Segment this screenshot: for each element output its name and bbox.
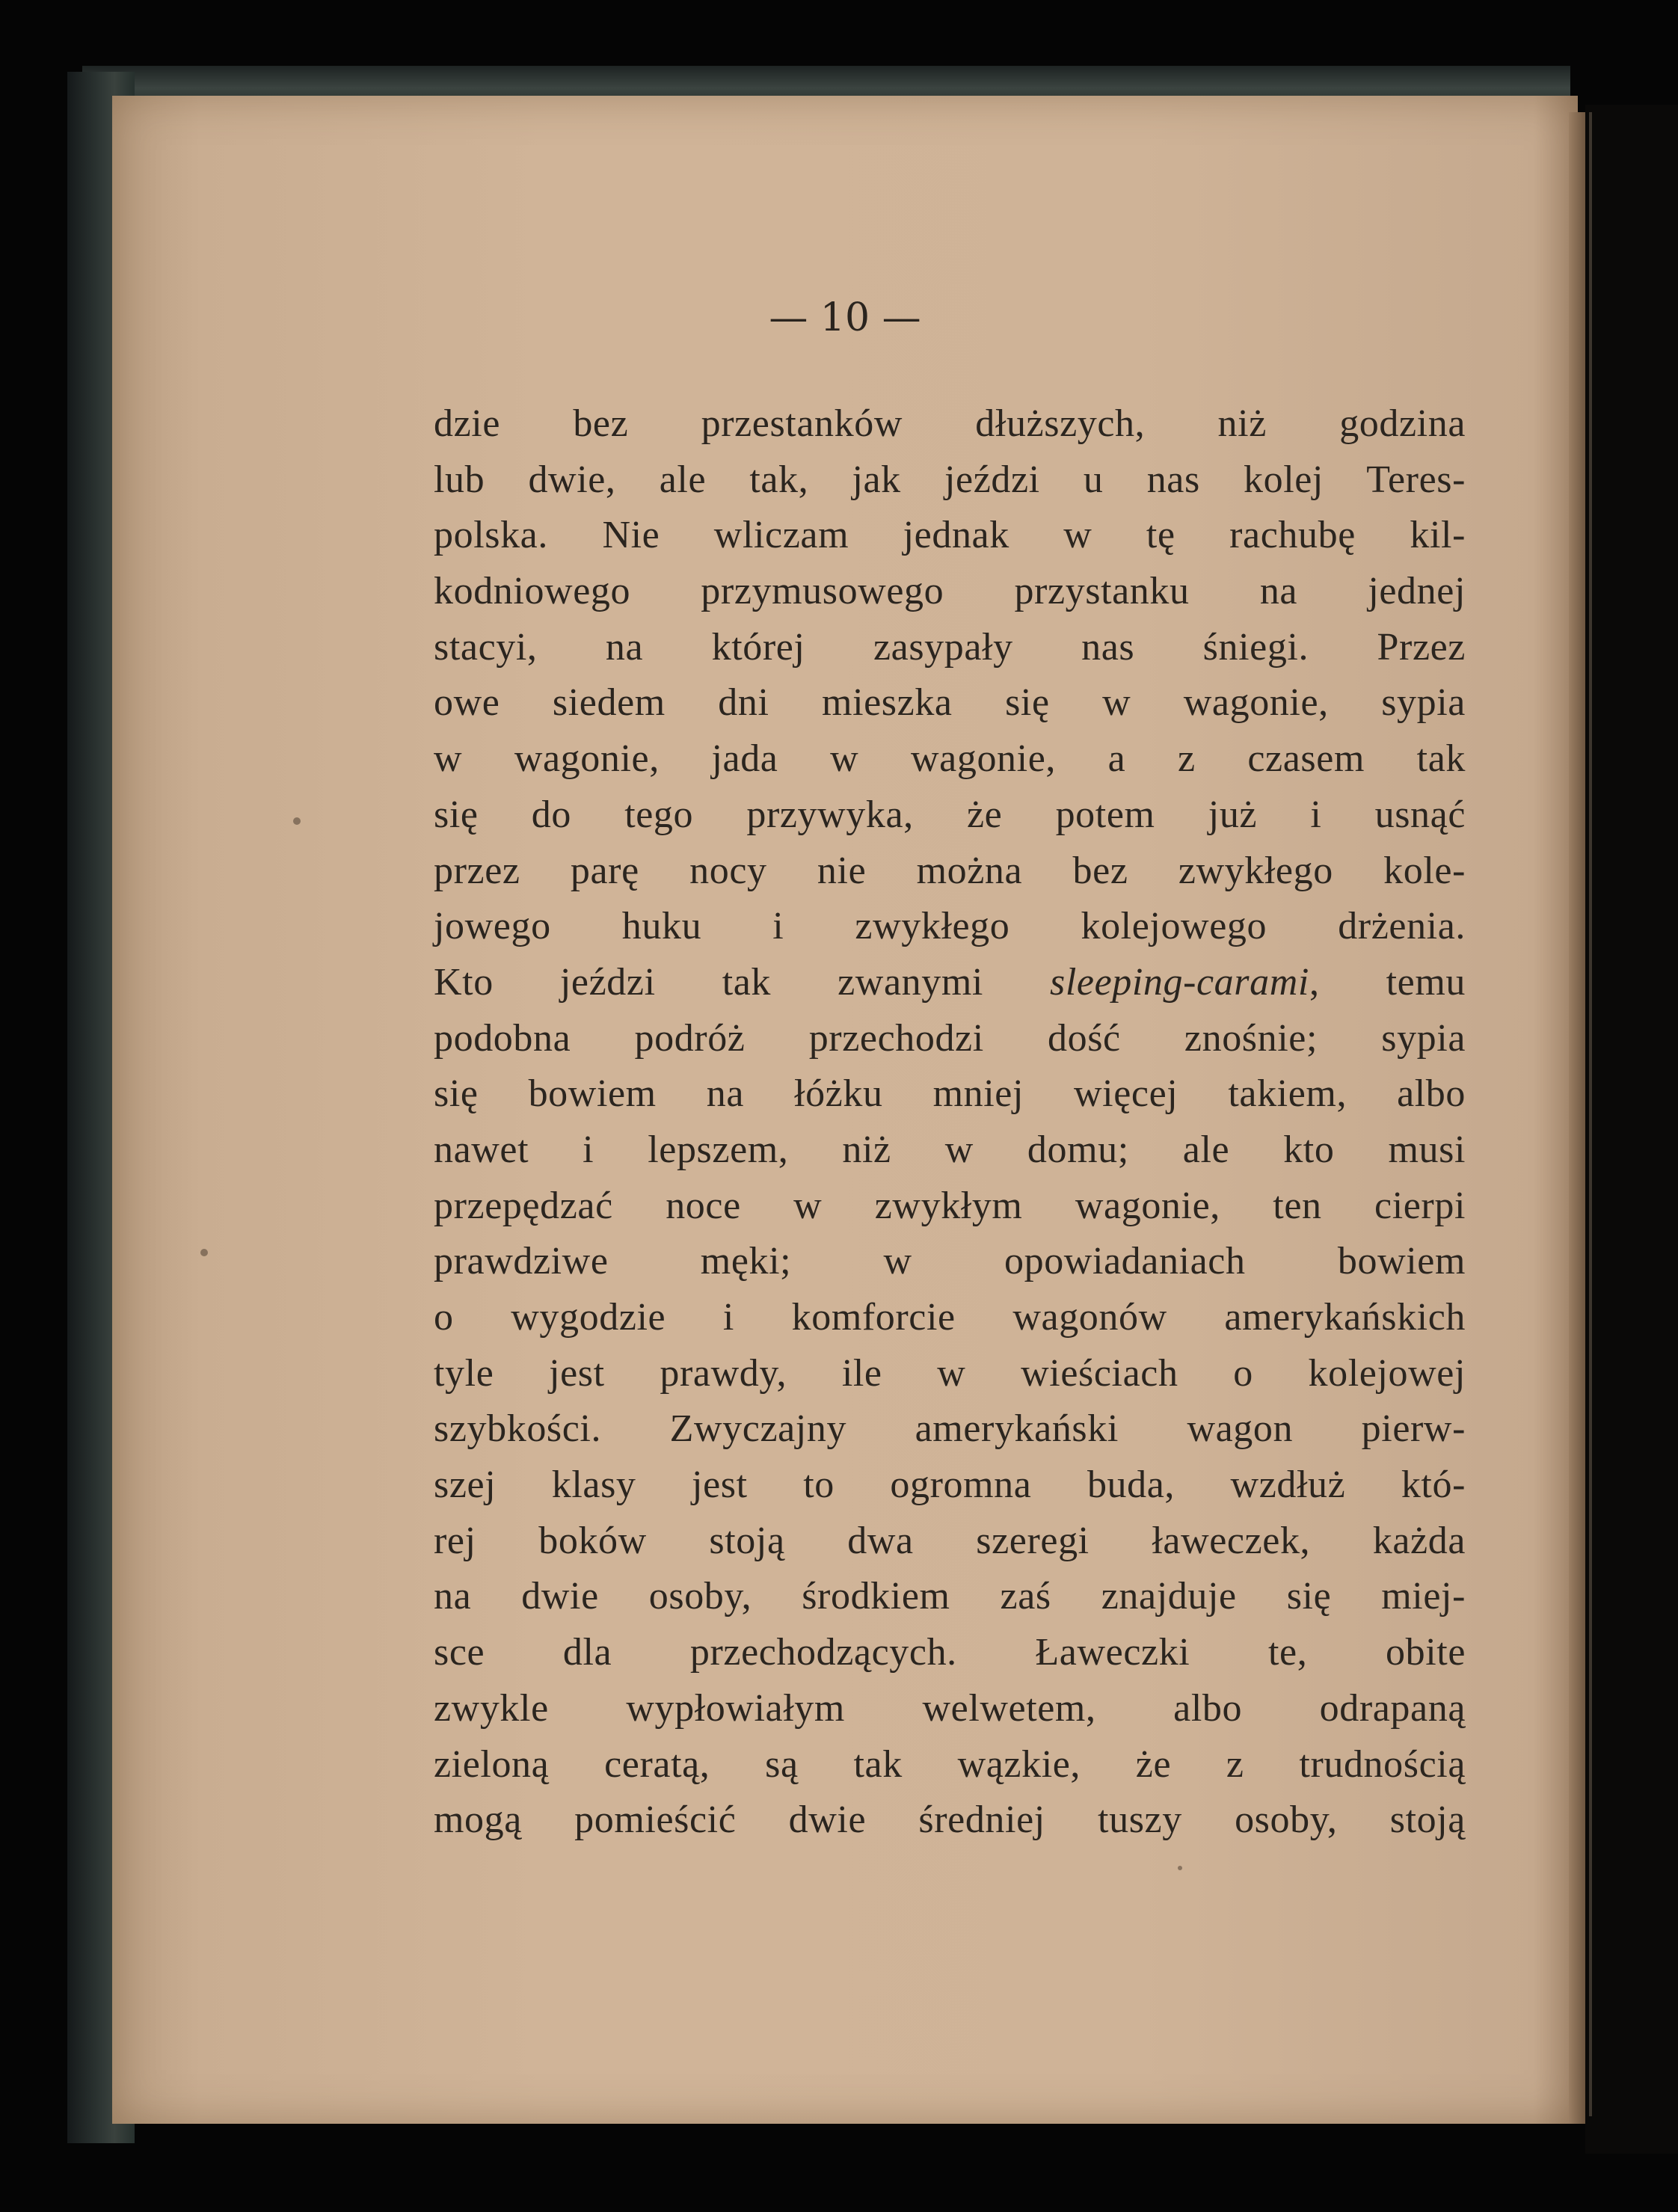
text-line: polska. Nie wliczam jednak w tę rachubę kil-	[434, 514, 1466, 557]
facing-page-edge-line	[1589, 112, 1592, 2116]
text-line: tyle jest prawdy, ile w wieściach o kolejowej	[434, 1351, 1466, 1395]
text-line: się bowiem na łóżku mniej więcej takiem, albo	[434, 1072, 1466, 1116]
text-line	[434, 955, 1466, 1011]
page-right-edge	[1569, 112, 1585, 2124]
text-line: podobna podróż przechodzi dość znośnie; sypia	[434, 1016, 1466, 1060]
paper-speck	[1178, 1866, 1182, 1870]
text-line: lub dwie, ale tak, jak jeździ u nas kolej Teres-	[434, 458, 1466, 501]
text-line: o wygodzie i komforcie wagonów amerykańskich	[434, 1296, 1466, 1339]
text-line: rej boków stoją dwa szeregi ławeczek, każda	[434, 1519, 1466, 1562]
paper-speck	[293, 817, 301, 825]
text-line: się do tego przywyka, że potem już i usnąć	[434, 793, 1466, 836]
text-run: Kto jeździ tak zwanymi	[434, 960, 1050, 1004]
text-line: nawet i lepszem, niż w domu; ale kto musi	[434, 1128, 1466, 1171]
text-line: kodniowego przymusowego przystanku na jednej	[434, 570, 1466, 613]
text-run: , temu	[1309, 960, 1466, 1004]
text-line: jowego huku i zwykłego kolejowego drżenia.	[434, 905, 1466, 948]
text-line: zieloną ceratą, są tak wązkie, że z trudnością	[434, 1742, 1466, 1786]
facing-page-gap	[1585, 105, 1678, 2154]
text-line: owe siedem dni mieszka się w wagonie, sypia	[434, 681, 1466, 725]
text-line: zwykle wypłowiałym welwetem, albo odrapaną	[434, 1686, 1466, 1730]
text-line: na dwie osoby, środkiem zaś znajduje się miej-	[434, 1575, 1466, 1618]
text-line: przez parę nocy nie można bez zwykłego kole-	[434, 849, 1466, 892]
text-line: mogą pomieścić dwie średniej tuszy osoby, stoją	[434, 1798, 1466, 1842]
text-line: przepędzać noce w zwykłym wagonie, ten cierpi	[434, 1184, 1466, 1227]
text-line: w wagonie, jada w wagonie, a z czasem tak	[434, 737, 1466, 781]
text-line: prawdziwe męki; w opowiadaniach bowiem	[434, 1240, 1466, 1283]
paper-speck	[200, 1249, 208, 1256]
text-line: szej klasy jest to ogromna buda, wzdłuż któ-	[434, 1463, 1466, 1507]
text-line: szybkości. Zwyczajny amerykański wagon pierw-	[434, 1407, 1466, 1451]
page-number: — 10 —	[769, 295, 921, 340]
italic-term: sleeping-carami	[1050, 960, 1309, 1004]
text-line: dzie bez przestanków dłuższych, niż godzina	[434, 402, 1466, 445]
text-line: stacyi, na której zasypały nas śniegi. Przez	[434, 625, 1466, 669]
body-text	[434, 396, 1466, 1849]
text-line: sce dla przechodzących. Ławeczki te, obite	[434, 1631, 1466, 1674]
